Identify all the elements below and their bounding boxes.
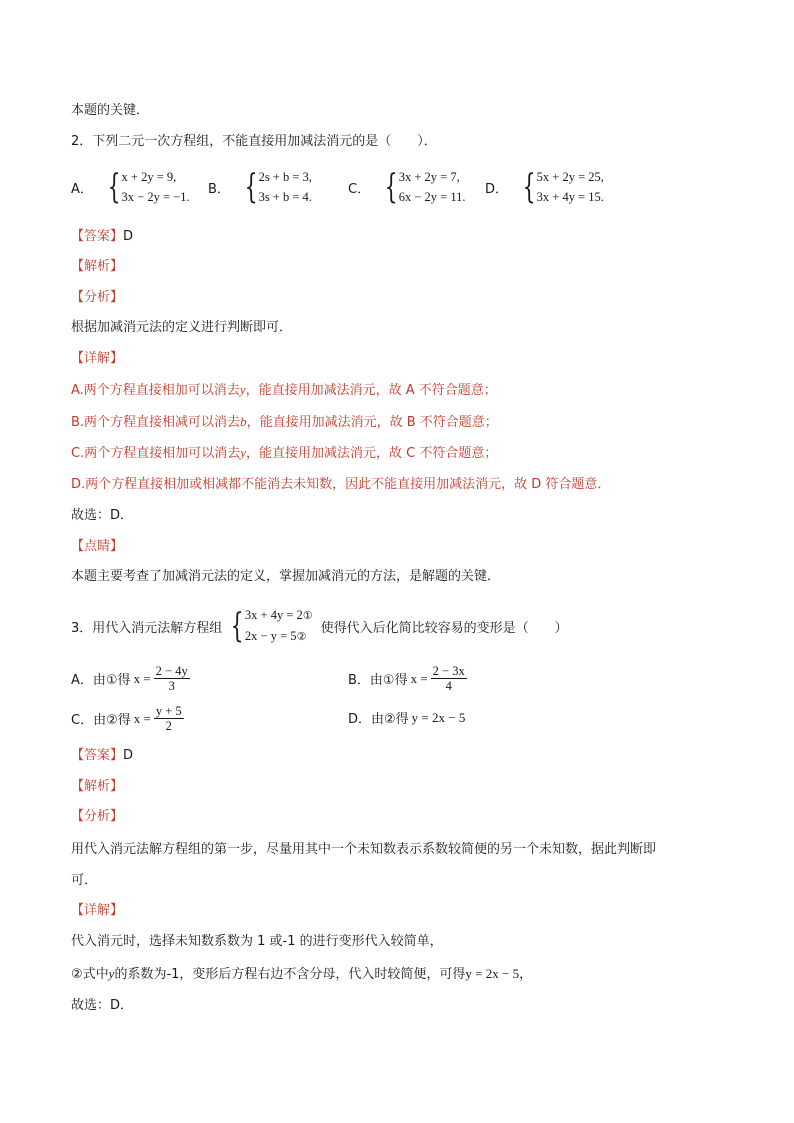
q2-option-c — [348, 167, 465, 207]
numerator: y + 5 — [155, 704, 182, 718]
equation — [245, 605, 313, 626]
brace: { — [244, 167, 258, 207]
detail-text: B.两个方程直接相减可以消去 — [71, 415, 241, 430]
text-line: 本题的关键． — [71, 103, 150, 118]
circle-mark: ② — [296, 630, 307, 643]
detail-text: ，能直接用加减法消元，故 A 不符合题意； — [245, 383, 497, 398]
equation: x + 2y = 9, — [121, 170, 177, 184]
xiangjie-label: 【详解】 — [71, 903, 124, 918]
detail-text: C.两个方程直接相加可以消去 — [71, 446, 241, 461]
math-variable: b — [240, 414, 247, 429]
circle-mark: ① — [302, 609, 313, 622]
answer-label: 【答案】 — [71, 229, 124, 244]
math-variable: y — [240, 445, 246, 460]
equation-system — [122, 167, 190, 207]
math-equation: y = 2x − 5 — [465, 966, 520, 981]
option-text: A．由①得 — [71, 673, 131, 688]
math-lhs: x = — [133, 670, 151, 686]
fenxi-text: 用代入消元法解方程组的第一步，尽量用其中一个未知数表示系数较简便的另一个未知数，据此判断即 — [71, 842, 657, 857]
equation-system — [245, 605, 313, 647]
equation: 3s + b = 4. — [258, 190, 312, 204]
stem-text: 使得代入后化简比较容易的变形是（ ） — [320, 620, 568, 636]
detail-text: ， — [519, 967, 533, 982]
brace: { — [230, 606, 244, 646]
equation: 5x + 2y = 25, — [536, 170, 604, 184]
detail-text: ，能直接用加减法消元，故 B 不符合题意； — [246, 415, 498, 430]
numerator: 2 − 4y — [155, 664, 188, 678]
math-equation: y = 2x − 5 — [411, 709, 466, 725]
fenxi-label: 【分析】 — [71, 290, 124, 305]
q2-option-a — [71, 167, 190, 207]
equation-text: 3x + 4y = 2 — [244, 608, 303, 622]
analysis-label: 【解析】 — [71, 259, 124, 274]
equation-system — [537, 167, 604, 207]
xiangjie-label: 【详解】 — [71, 351, 124, 366]
option-text: B．由①得 — [348, 673, 408, 688]
option-letter: B． — [208, 181, 230, 197]
choose-answer: 故选：D． — [71, 508, 134, 523]
denominator: 3 — [168, 679, 175, 693]
fraction — [154, 704, 184, 733]
fenxi-label: 【分析】 — [71, 809, 124, 824]
fraction — [154, 664, 190, 693]
q2-option-d — [485, 167, 604, 207]
q3-option-a — [71, 664, 190, 693]
denominator: 4 — [445, 679, 452, 693]
option-text: C．由②得 — [71, 713, 131, 728]
equation: 3x − 2y = −1. — [121, 190, 190, 204]
choose-answer: 故选：D． — [71, 998, 134, 1013]
answer-line — [71, 746, 133, 766]
q3-option-c — [71, 704, 184, 733]
q3-option-b — [348, 664, 467, 693]
option-letter: D． — [485, 181, 509, 197]
answer-label: 【答案】 — [71, 748, 124, 763]
equation — [245, 626, 313, 647]
q2-option-b — [208, 167, 312, 207]
math-lhs: x = — [133, 710, 151, 726]
equation: 3x + 4y = 15. — [536, 190, 604, 204]
equation: 2s + b = 3, — [258, 170, 312, 184]
equation: 3x + 2y = 7, — [398, 170, 460, 184]
question-2-stem: 2．下列二元一次方程组，不能直接用加减法消元的是（ ）． — [71, 134, 437, 149]
math-lhs: x = — [410, 670, 428, 686]
detail-line: 代入消元时，选择未知数系数为 1 或-1 的进行变形代入较简单， — [71, 934, 443, 949]
answer-value: D — [123, 229, 134, 244]
math-variable: y — [239, 382, 246, 397]
dianjing-text: 本题主要考查了加减消元法的定义，掌握加减消元的方法，是解题的关键． — [71, 569, 501, 584]
equation-system — [399, 167, 466, 207]
option-letter: C． — [348, 181, 371, 197]
math-variable: y — [108, 966, 115, 981]
question-3-stem — [71, 605, 568, 647]
detail-text: ，能直接用加减法消元，故 C 不符合题意； — [246, 446, 498, 461]
detail-text: A.两个方程直接相加可以消去 — [71, 383, 240, 398]
denominator: 2 — [165, 719, 172, 733]
answer-line — [71, 227, 133, 247]
brace: { — [384, 167, 398, 207]
detail-text: ②式中 — [71, 967, 109, 982]
equation-text: 2x − y = 5 — [244, 629, 297, 643]
detail-b — [71, 412, 498, 433]
numerator: 2 − 3x — [432, 664, 465, 678]
q3-option-d — [348, 708, 465, 727]
option-text: D．由②得 — [348, 712, 409, 727]
equation-system — [259, 167, 312, 207]
fenxi-text: 可． — [71, 873, 98, 888]
detail-d: D.两个方程直接相加或相减都不能消去未知数，因此不能直接用加减法消元，故 D 符合题意． — [71, 477, 611, 492]
detail-line — [71, 964, 532, 985]
detail-a — [71, 380, 497, 401]
detail-c — [71, 443, 497, 464]
analysis-label: 【解析】 — [71, 779, 124, 794]
brace: { — [522, 167, 536, 207]
fraction — [431, 664, 467, 693]
equation: 6x − 2y = 11. — [398, 190, 466, 204]
detail-text: 的系数为-1，变形后方程右边不含分母，代入时较简便，可得 — [114, 967, 466, 982]
fenxi-text: 根据加减消元法的定义进行判断即可． — [71, 320, 293, 335]
option-letter: A． — [71, 181, 93, 197]
dianjing-label: 【点睛】 — [71, 539, 124, 554]
stem-text: 3．用代入消元法解方程组 — [71, 620, 223, 636]
brace: { — [107, 167, 121, 207]
answer-value: D — [123, 748, 134, 763]
